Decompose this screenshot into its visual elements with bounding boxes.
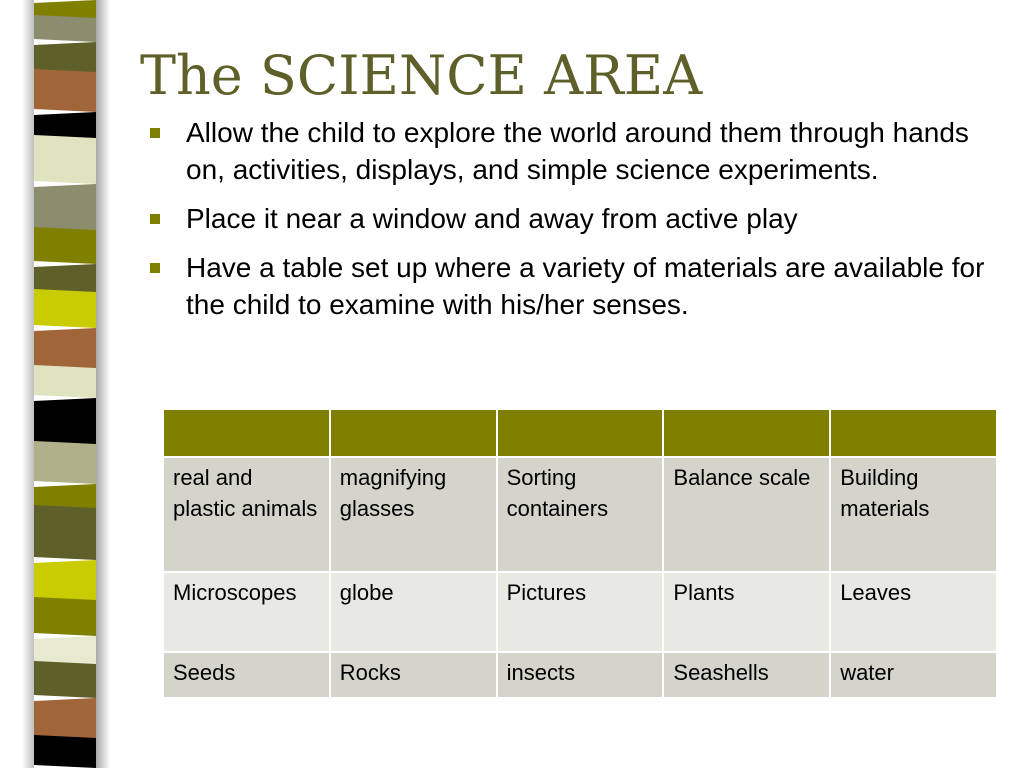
table-row — [163, 572, 997, 652]
stripe-segment — [34, 365, 96, 398]
table-cell: Building materials — [830, 457, 997, 572]
table-cell: Plants — [663, 572, 830, 652]
table-cell: Pictures — [497, 572, 664, 652]
table-cell: Seashells — [663, 652, 830, 698]
bullet-list — [148, 114, 1008, 335]
stripe-shadow-right — [96, 0, 110, 768]
table-cell: globe — [330, 572, 497, 652]
stripe-segment — [34, 441, 96, 484]
stripe-segment — [34, 69, 96, 112]
stripe-segment — [34, 328, 96, 371]
slide-title: The SCIENCE AREA — [140, 44, 703, 107]
bullet-item — [148, 249, 1008, 323]
stripe-segment — [34, 398, 96, 447]
table-header-cell — [497, 409, 664, 457]
table-header-cell — [163, 409, 330, 457]
stripe-segment — [34, 15, 96, 42]
bullet-item — [148, 200, 1008, 237]
table-cell: Leaves — [830, 572, 997, 652]
bullet-text: Have a table set up where a variety of materials are available for the child to examine with his/her senses. — [186, 252, 985, 320]
bullet-text: Place it near a window and away from active play — [186, 203, 798, 234]
materials-table — [162, 408, 998, 699]
stripe-segment — [34, 505, 96, 560]
stripe-segment — [34, 597, 96, 636]
table-cell: Balance scale — [663, 457, 830, 572]
stripe-segment — [34, 698, 96, 741]
table-header-row — [163, 409, 997, 457]
table-header-cell — [663, 409, 830, 457]
square-bullet-icon — [150, 128, 160, 138]
stripe-shadow-left — [22, 0, 34, 768]
stripe-segment — [34, 289, 96, 328]
table-header-cell — [830, 409, 997, 457]
table-row — [163, 457, 997, 572]
bullet-item — [148, 114, 1008, 188]
table-cell: Seeds — [163, 652, 330, 698]
table-cell: insects — [497, 652, 664, 698]
stripe-segment — [34, 227, 96, 264]
table-row — [163, 652, 997, 698]
table-cell: Rocks — [330, 652, 497, 698]
stripe-segment — [34, 560, 96, 603]
table-cell: Microscopes — [163, 572, 330, 652]
table-cell: Sorting containers — [497, 457, 664, 572]
table-header-cell — [330, 409, 497, 457]
table-cell: magnifying glasses — [330, 457, 497, 572]
stripe-segment — [34, 661, 96, 698]
table-cell: water — [830, 652, 997, 698]
square-bullet-icon — [150, 214, 160, 224]
stripe-segment — [34, 735, 96, 768]
bullet-text: Allow the child to explore the world around them through hands on, activities, displays, and simple science experiments. — [186, 117, 969, 185]
square-bullet-icon — [150, 263, 160, 273]
decorative-striped-bar — [34, 0, 96, 768]
stripe-segment — [34, 135, 96, 184]
table-cell: real and plastic animals — [163, 457, 330, 572]
stripe-segment — [34, 184, 96, 233]
